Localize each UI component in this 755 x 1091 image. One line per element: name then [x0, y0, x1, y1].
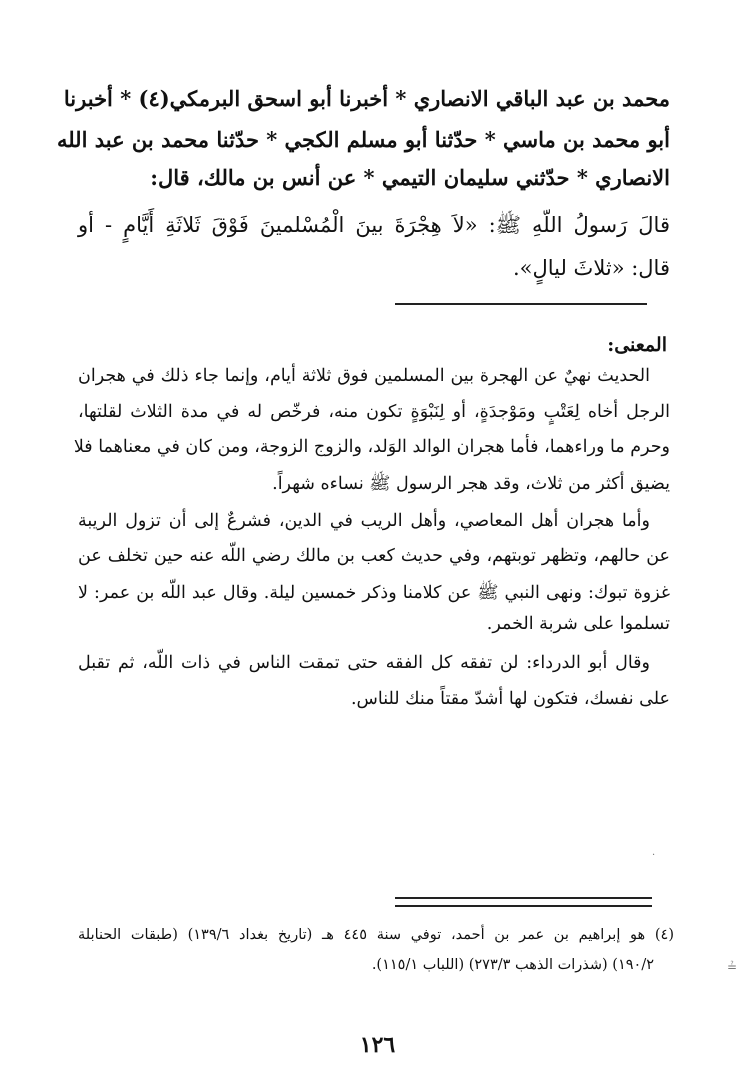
para2-line-4: تسلموا على شربة الخمر.	[486, 614, 670, 634]
para1-line-3: وحرم ما وراءهما، فأما هجران الوالد الوَلد، والزوج الزوجة، ومن كان في معناهما فلا	[73, 437, 670, 457]
hadith-line-1: قالَ رَسولُ اللّهِ ﷺ: «لاَ هِجْرَةَ بينَ الْمُسْلمينَ فَوْقَ ثَلاثَةِ أَيَّامٍ - أو	[78, 213, 670, 237]
para1-line-2: الرجل أخاه لِعَتْبٍ ومَوْجدَةٍ، أو لِنَبْوَةٍ تكون منه، فرخّص له في مدة الثلاث لقلتها،	[78, 402, 670, 422]
para2-line-2: عن حالهم، وتظهر توبتهم، وفي حديث كعب بن مالك رضي اللّه عنه حين تخلف عن	[78, 546, 670, 566]
para1-line-4: يضيق أكثر من ثلاث، وقد هجر الرسول ﷺ نساءه شهراً.	[272, 474, 670, 494]
isnad-line-3: الانصاري * حدّثني سليمان التيمي * عن أنس بن مالك، قال:	[150, 165, 670, 190]
para2-line-1: وأما هجران أهل المعاصي، وأهل الريب في الدين، فشرعٌ إلى أن تزول الريبة	[78, 511, 650, 531]
para2-line-3: غزوة تبوك: ونهى النبي ﷺ عن كلامنا وذكر خمسين ليلة. وقال عبد اللّه بن عمر: لا	[78, 583, 670, 603]
meaning-heading: المعنى:	[607, 334, 667, 356]
footnote-rule-bottom	[395, 905, 652, 907]
footnote-rule-top	[395, 897, 652, 899]
para3-line-1: وقال أبو الدرداء: لن تفقه كل الفقه حتى تمقت الناس في ذات اللّه، ثم تقبل	[78, 653, 650, 673]
isnad-line-2: أبو محمد بن ماسي * حدّثنا أبو مسلم الكجي * حدّثنا محمد بن عبد الله	[56, 127, 670, 152]
page-number: ١٢٦	[359, 1032, 396, 1058]
section-divider	[395, 303, 647, 305]
para3-line-2: على نفسك، فتكون لها أشدّ مقتاً منك للناس.	[350, 689, 670, 709]
margin-mark: ≟	[727, 960, 738, 974]
footnote-line-2: ١٩٠/٢) (شذرات الذهب ٢٧٣/٣) (اللباب ١١٥/١).	[371, 957, 654, 973]
hadith-line-2: قال: «ثلاثَ ليالٍ».	[512, 256, 670, 280]
isnad-line-1: محمد بن عبد الباقي الانصاري * أخبرنا أبو اسحق البرمكي(٤) * أخبرنا	[63, 86, 670, 111]
footnote-line-1: (٤) هو إبراهيم بن عمر بن أحمد، توفي سنة ٤٤٥ هـ (تاريخ بغداد ١٣٩/٦) (طبقات الحنابلة	[78, 927, 675, 943]
print-speck: ·	[652, 850, 656, 861]
para1-line-1: الحديث نهيٌ عن الهجرة بين المسلمين فوق ثلاثة أيام، وإنما جاء ذلك في هجران	[78, 366, 650, 386]
